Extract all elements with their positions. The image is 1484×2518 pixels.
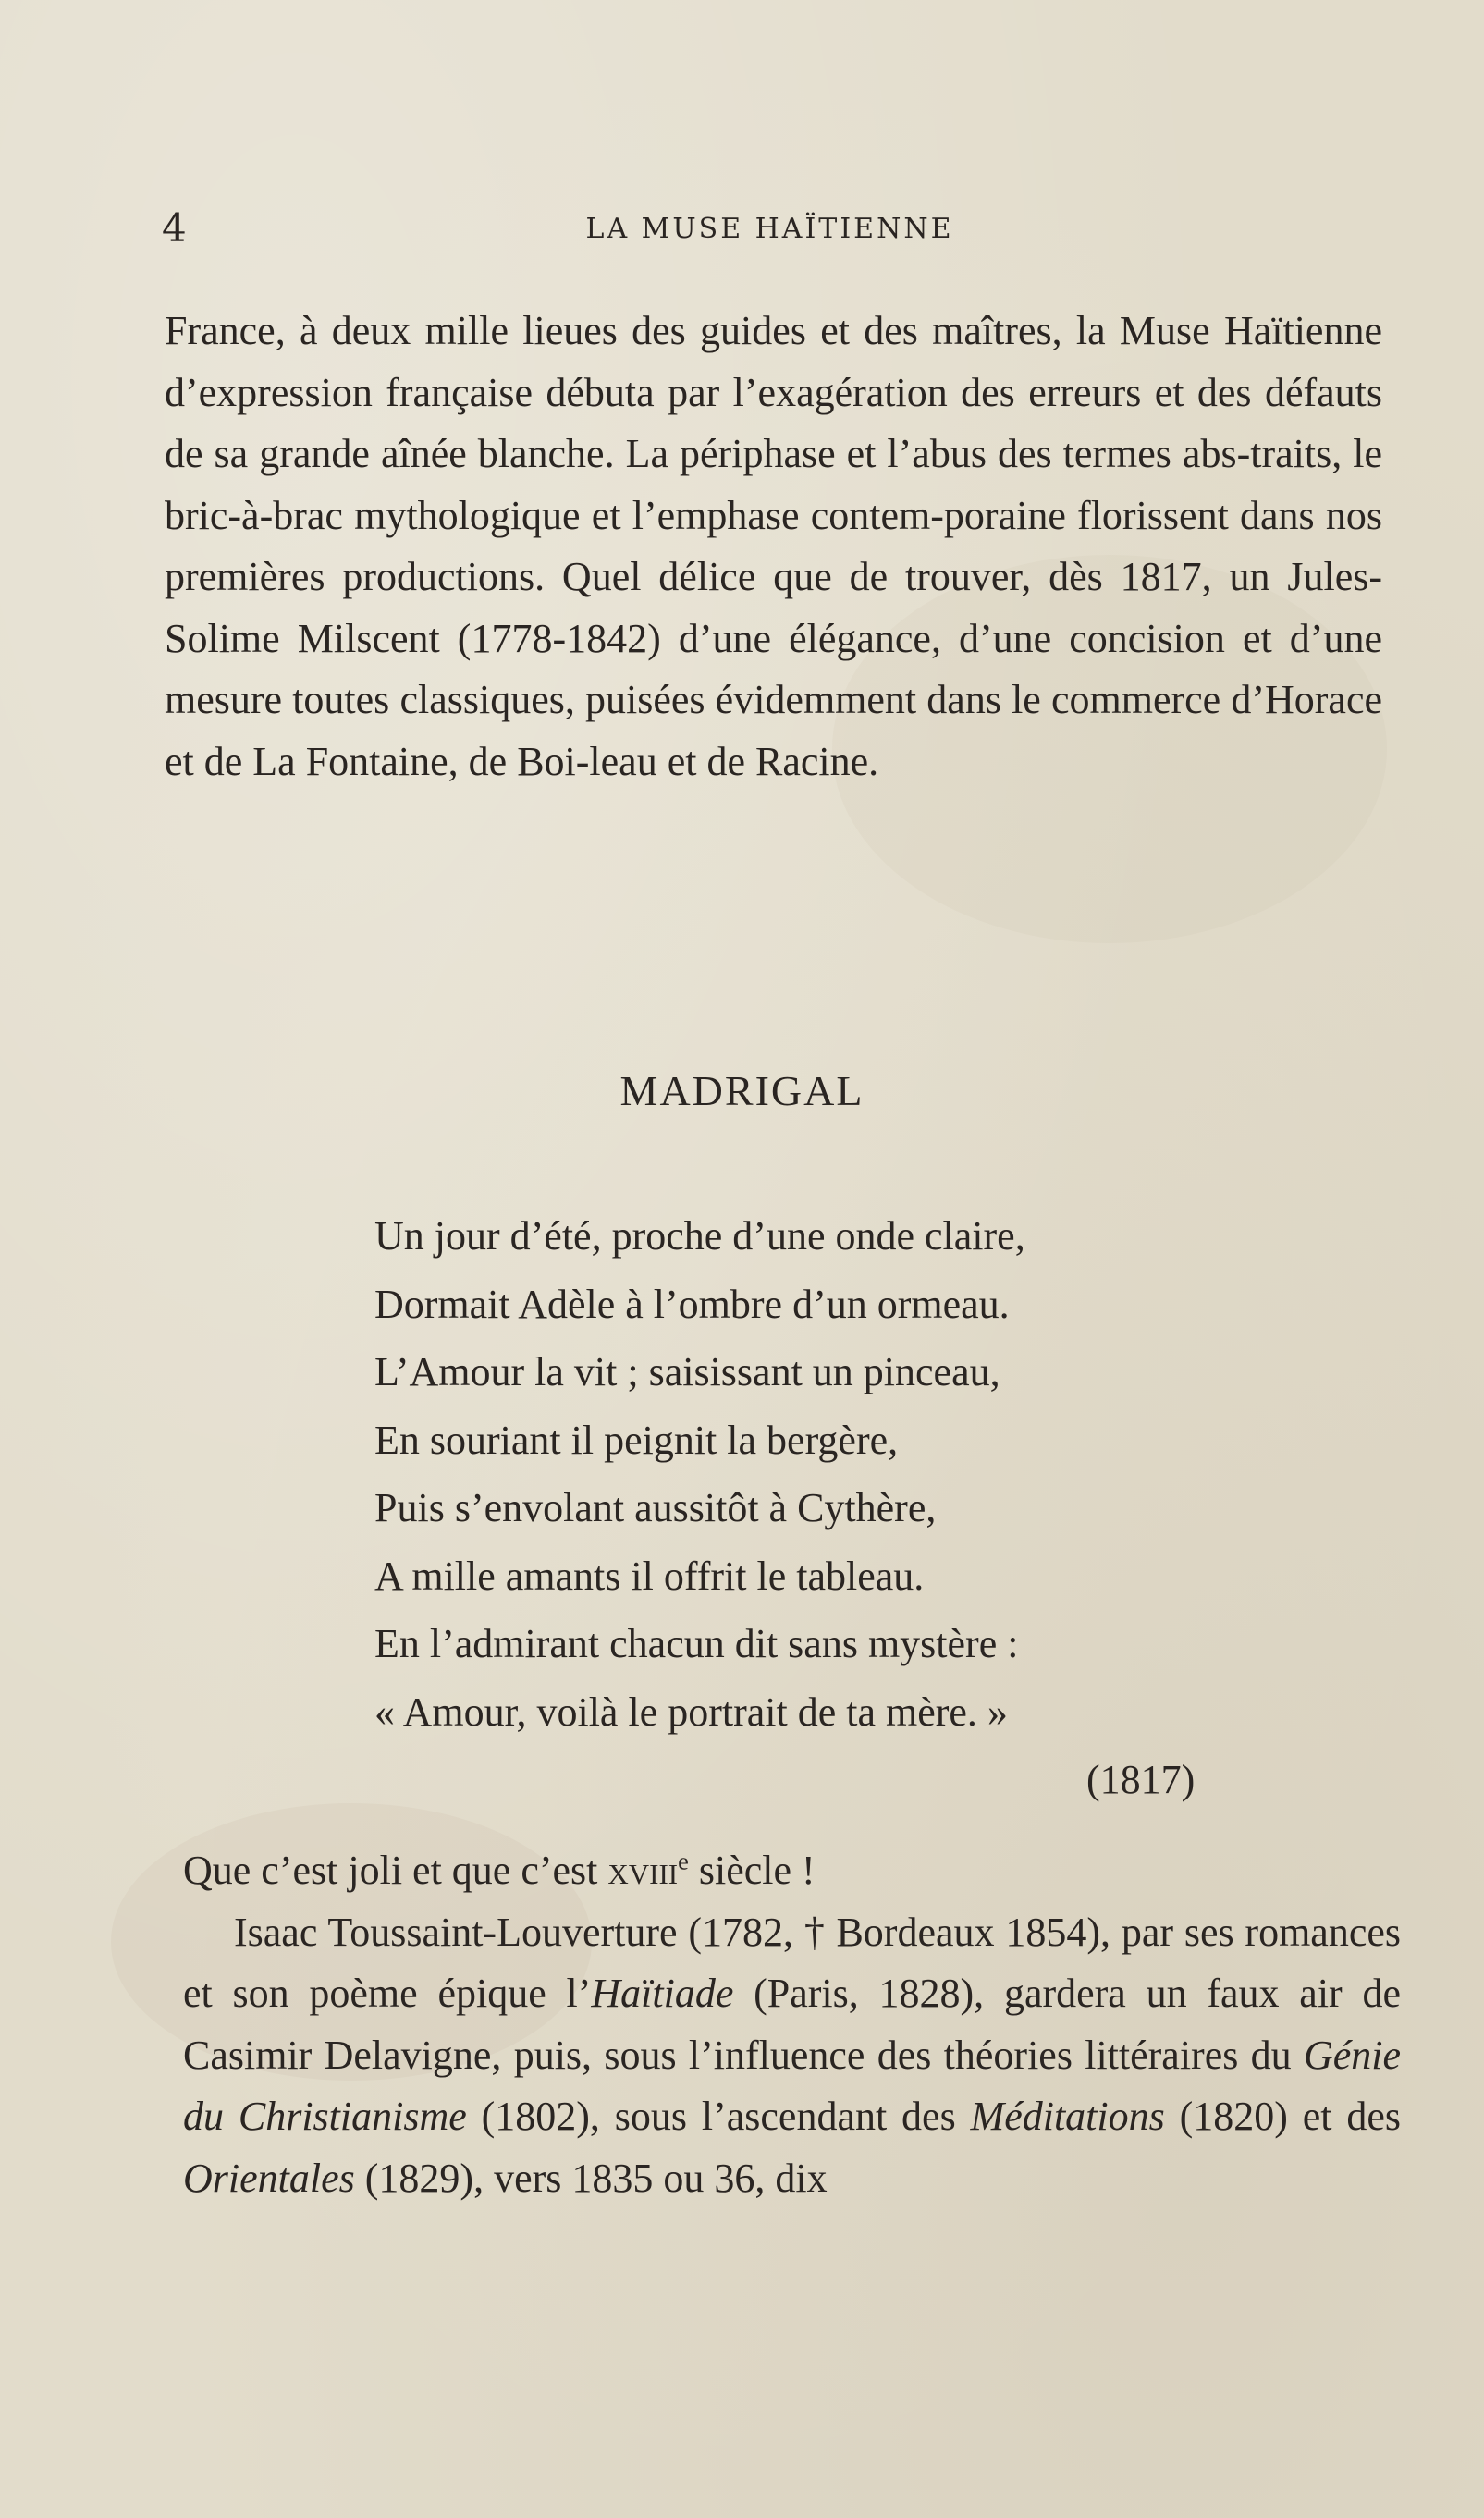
poem-title: MADRIGAL (619, 1067, 865, 1114)
closing-paragraphs (183, 1840, 1401, 2209)
page-number: 4 (162, 205, 187, 251)
intro-text: France, à deux mille lieues des guides et des maîtres, la Muse Haïtienne d’expression française débuta par l’exagération des erreurs et des défauts de sa grande aînée blanche. La périphase et l’abus des termes abs-traits, le bric-à-brac mythologique et l’emphase contem-poraine florissent dans nos premières productions. Quel délice que de trouver, dès 1817, un Jules-Solime Milscent (1778-1842) d’une élégance, d’une concision et d’une mesure toutes classiques, puisées évidemment dans le commerce d’Horace et de La Fontaine, de Boi-leau et de Racine. (165, 308, 1382, 784)
poem-line: L’Amour la vit ; saisissant un pinceau, (374, 1349, 1000, 1394)
poem-line: Un jour d’été, proche d’une onde claire, (374, 1213, 1025, 1259)
poem-line: « Amour, voilà le portrait de ta mère. » (374, 1689, 1008, 1735)
work-title-orientales: Orientales (183, 2155, 355, 2201)
poem-date: (1817) (1086, 1757, 1196, 1802)
paragraph-text: (1802), sous l’ascendant des (466, 2094, 971, 2139)
work-title-genie: Génie du Christianisme (183, 2032, 1401, 2139)
century-superscript: e (678, 1847, 689, 1875)
closing-remark (183, 1840, 1401, 1902)
work-title-meditations: Méditations (970, 2094, 1165, 2139)
poem-line: En souriant il peignit la bergère, (374, 1417, 899, 1463)
poem-stanza (374, 1202, 1025, 1746)
poem-line: En l’admirant chacun dit sans mystère : (374, 1621, 1019, 1666)
page-header (162, 205, 1392, 252)
running-title: LA MUSE HAÏTIENNE (585, 213, 954, 245)
intro-paragraph (165, 301, 1382, 792)
poem-line: A mille amants il offrit le tableau. (374, 1553, 925, 1599)
poem-line: Dormait Adèle à l’ombre d’un ormeau. (374, 1281, 1010, 1327)
work-title-haitiade: Haïtiade (591, 1971, 734, 2016)
paragraph-text: Isaac Toussaint-Louverture (1782, † Bordeaux 1854), par ses romances et son poème épique l’ (183, 1909, 1401, 2016)
remark-text-end: siècle ! (688, 1848, 816, 1893)
paragraph-text: (1829), vers 1835 ou 36, dix (354, 2155, 828, 2201)
louverture-paragraph (183, 1902, 1401, 2210)
paragraph-text: (1820) et des (1164, 2094, 1401, 2139)
remark-text-start: Que c’est joli et que c’est (183, 1848, 608, 1893)
century-numeral: xviii (607, 1848, 679, 1893)
paragraph-text: (Paris, 1828), gardera un faux air de Casimir Delavigne, puis, sous l’influence des théories littéraires du (183, 1971, 1401, 2078)
poem-line: Puis s’envolant aussitôt à Cythère, (374, 1485, 937, 1530)
